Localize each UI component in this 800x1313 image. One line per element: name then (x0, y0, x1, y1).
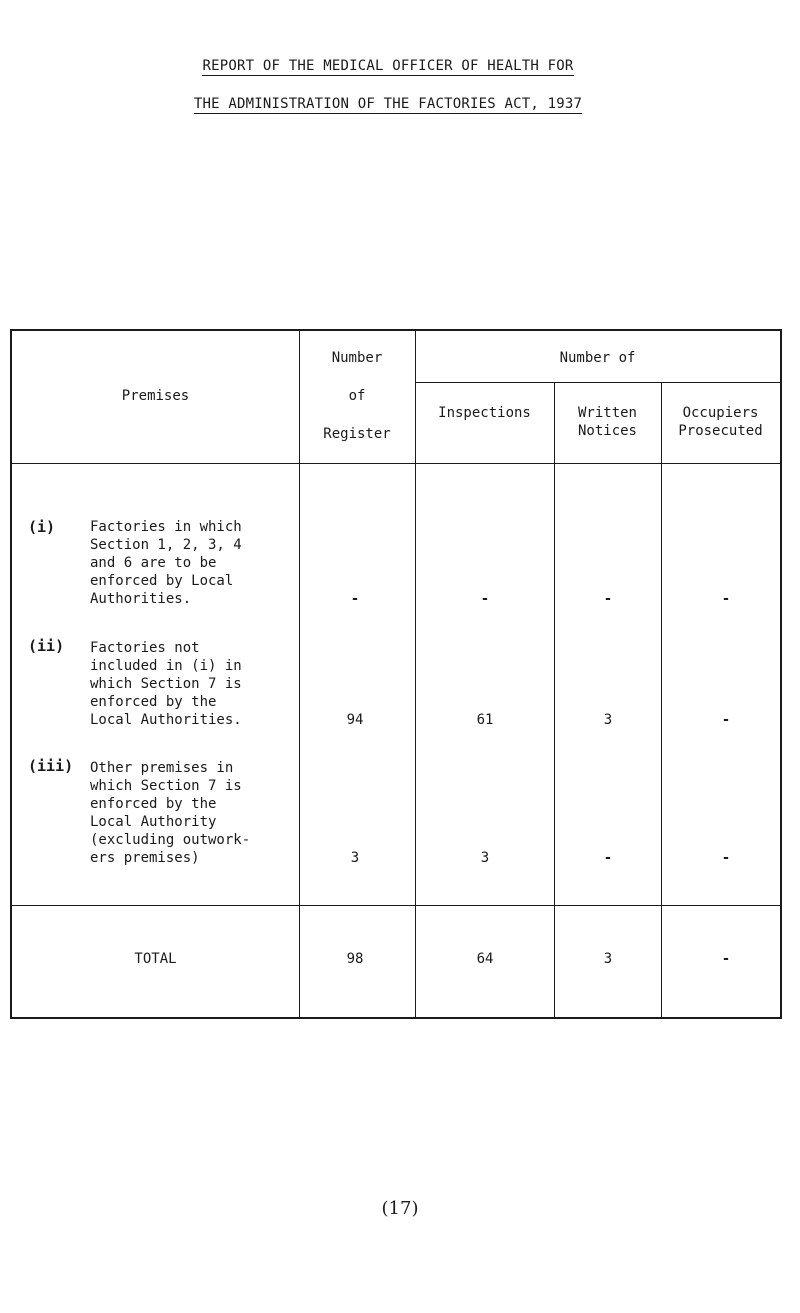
divider-number-of (415, 382, 780, 383)
header-occupiers-line2: Prosecuted (678, 423, 763, 439)
divider-inspections (554, 383, 555, 1017)
total-occupiers: - (721, 951, 731, 967)
row-inspections: 3 (480, 850, 490, 866)
page-number: (17) (381, 1198, 419, 1219)
divider-register (415, 331, 416, 1017)
row-numeral: (iii) (28, 757, 74, 775)
row-label: Factories not included in (i) in which Section 7 is enforced by the Local Authorities. (90, 640, 242, 728)
header-inspections: Inspections (438, 405, 531, 421)
row-label: Other premises in which Section 7 is enforced by the Local Authority (excluding outwork- ers premises) (90, 760, 251, 866)
row-written: - (603, 591, 613, 607)
row-register: - (350, 591, 360, 607)
row-inspections: 61 (476, 712, 494, 728)
divider-total (12, 905, 780, 906)
header-register-line2: of (348, 388, 366, 404)
factories-table (10, 329, 782, 1019)
report-subtitle: THE ADMINISTRATION OF THE FACTORIES ACT, 1937 (193, 96, 583, 112)
row-register: 94 (346, 712, 364, 728)
header-register-line1: Number (331, 350, 383, 366)
report-title: REPORT OF THE MEDICAL OFFICER OF HEALTH FOR (202, 58, 574, 74)
divider-header (12, 463, 780, 464)
row-occupiers: - (721, 850, 731, 866)
header-written-line2: Notices (577, 423, 637, 439)
divider-written (661, 383, 662, 1017)
total-label: TOTAL (134, 951, 177, 967)
row-inspections: - (480, 591, 490, 607)
total-written: 3 (603, 951, 613, 967)
row-written: 3 (603, 712, 613, 728)
row-written: - (603, 850, 613, 866)
row-numeral: (ii) (28, 637, 65, 655)
row-register: 3 (350, 850, 360, 866)
header-register-line3: Register (323, 426, 391, 442)
header-premises: Premises (121, 388, 190, 404)
row-numeral: (i) (28, 518, 56, 536)
total-inspections: 64 (476, 951, 494, 967)
header-written-line1: Written (577, 405, 637, 421)
header-occupiers-line1: Occupiers (682, 405, 759, 421)
row-occupiers: - (721, 591, 731, 607)
row-occupiers: - (721, 712, 731, 728)
row-label: Factories in which Section 1, 2, 3, 4 and 6 are to be enforced by Local Authorities. (90, 519, 242, 607)
header-number-of: Number of (559, 350, 636, 366)
total-register: 98 (346, 951, 364, 967)
